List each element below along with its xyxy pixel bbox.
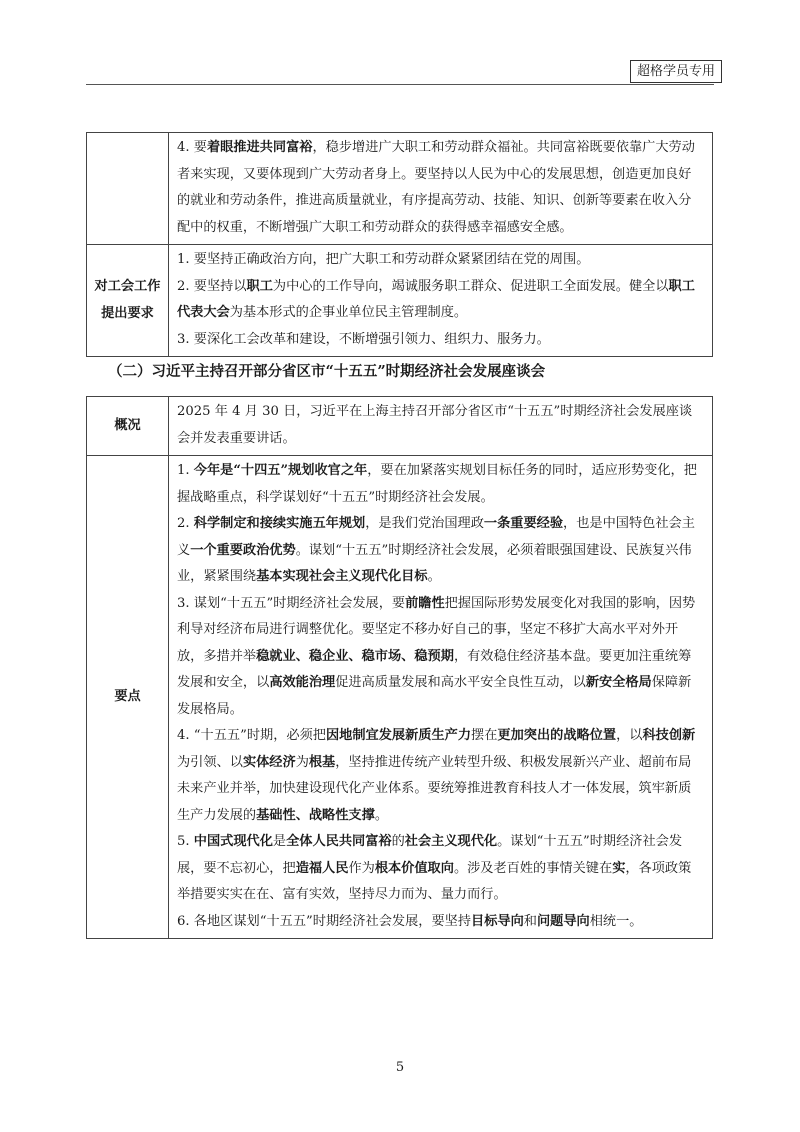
row-label-union-requirements: [87, 245, 169, 357]
body-text: 6. 各地区谋划“十五五”时期经济社会发展，要坚持: [177, 913, 472, 929]
emphasis-text: 科学制定和接续实施五年规划: [193, 516, 366, 531]
body-text: 相统一。: [589, 913, 643, 929]
emphasis-text: 实体经济: [242, 754, 296, 770]
exclusive-use-tag: 超格学员专用: [630, 60, 722, 83]
emphasis-text: 一个重要政治优势: [190, 542, 296, 558]
emphasis-text: 全体人民共同富裕: [286, 834, 392, 849]
body-text: 4. 要: [177, 140, 207, 155]
body-text: ，各项政策举措要实实在在、富有实效，坚持尽力而为、量力而行。: [177, 860, 692, 902]
list-item: [177, 591, 704, 724]
body-text: ，也是中国特色社会主义: [177, 516, 695, 558]
list-item: [177, 458, 704, 511]
list-item: [177, 247, 704, 274]
emphasis-text: 实: [612, 860, 626, 876]
emphasis-text: 基本实现社会主义现代化目标: [256, 569, 428, 584]
emphasis-text: 根本价值取向: [374, 860, 454, 876]
emphasis-text: 目标导向: [471, 913, 524, 929]
table-row: [87, 456, 713, 939]
emphasis-text: 职工: [246, 278, 273, 294]
paragraph: [177, 135, 704, 241]
emphasis-text: 今年是“十四五”规划收官之年: [193, 463, 368, 478]
emphasis-text: 前瞻性: [405, 595, 445, 611]
label-line: 对工会工作: [94, 279, 161, 294]
row-label-key-points: 要点: [87, 456, 169, 939]
body-text: 2. 要坚持以: [177, 278, 247, 294]
label-line: 提出要求: [101, 305, 154, 321]
table-row: [87, 245, 713, 357]
header-rule: [86, 84, 714, 85]
section-title: （二）习近平主持召开部分省区市“十五五”时期经济社会发展座谈会: [108, 363, 546, 380]
body-text: ，以: [616, 728, 643, 743]
body-text: 2.: [177, 516, 194, 531]
body-text: ，稳步增进广大职工和劳动群众福祉。共同富裕既要依靠广大劳动者来实现，又要体现到广大劳动者身上。要坚持以人民为中心的发展思想，创造更加良好的就业和劳动条件，推进高质量就业，有序提高劳动、技能、知识、创新等要素在收入分配中的权重，不断增强广大职工和劳动群众的获得感幸福感安全感。: [177, 140, 695, 235]
emphasis-text: 社会主义现代化: [404, 834, 498, 849]
row-label-empty: [87, 133, 169, 245]
emphasis-text: 职工代表大会: [177, 278, 695, 320]
body-text: 和: [523, 913, 537, 929]
body-text: 3. 谋划“十五五”时期经济社会发展，要: [177, 595, 406, 611]
emphasis-text: 更加突出的战略位置: [497, 728, 617, 743]
body-text: 作为: [348, 860, 375, 876]
body-text: 3. 要深化工会改革和建设，不断增强引领力、组织力、服务力。: [177, 331, 550, 347]
emphasis-text: 着眼推进共同富裕: [206, 140, 313, 155]
list-item: [177, 909, 704, 936]
body-text: 。谋划“十五五”时期经济社会发展，必须着眼强国建设、民族复兴伟业，紧紧围绕: [177, 542, 692, 584]
emphasis-text: 稳就业、稳企业、稳市场、稳预期: [256, 648, 454, 664]
union-requirements-content: [169, 245, 713, 357]
row-label-overview: 概况: [87, 397, 169, 456]
emphasis-text: 新安全格局: [585, 675, 652, 690]
list-item: [177, 723, 704, 829]
body-text: 。: [374, 807, 388, 823]
emphasis-text: 造福人民: [295, 860, 349, 876]
page-number: 5: [395, 1060, 405, 1075]
body-text: 5.: [177, 834, 194, 849]
emphasis-text: 科技创新: [642, 728, 696, 743]
emphasis-text: 基础性、战略性支撑: [256, 807, 375, 823]
body-text: 。: [427, 569, 441, 584]
table-row: [87, 133, 713, 245]
list-item: [177, 511, 704, 591]
body-text: 。涉及老百姓的事情关键在: [453, 860, 613, 876]
body-text: 1. 要坚持正确政治方向，把广大职工和劳动群众紧紧团结在党的周围。: [177, 252, 590, 267]
body-text: 1.: [177, 463, 194, 478]
body-text: ，是我们党治国理政: [365, 516, 484, 531]
common-prosperity-item: [169, 133, 713, 245]
body-text: 是: [272, 834, 287, 849]
body-text: ，要在加紧落实规划目标任务的同时，适应形势变化，把握战略重点，科学谋划好“十五五”时期经济社会发展。: [177, 463, 697, 505]
body-text: ，有效稳住经济基本盘。要更加注重统筹发展和安全，以: [177, 648, 692, 690]
emphasis-text: 一条重要经验: [483, 516, 564, 531]
list-item: [177, 829, 704, 909]
body-text: 的: [391, 834, 405, 849]
body-text: 4. “十五五”时期，必须把: [177, 728, 326, 743]
body-text: 。谋划“十五五”时期经济社会发展，要不忘初心，把: [177, 834, 683, 876]
body-text: 为引领、以: [177, 754, 243, 770]
body-text: 为中心的工作导向，竭诚服务职工群众、促进职工全面发展。健全以: [272, 278, 669, 294]
emphasis-text: 根基: [308, 754, 336, 770]
key-points-content: [169, 456, 713, 939]
body-text: 把握国际形势发展变化对我国的影响，因势利导对经济布局进行调整优化。要坚定不移办好自己的事，坚定不移扩大高水平对外开放，多措并举: [177, 595, 696, 664]
body-text: 促进高质量发展和高水平安全良性互动，以: [335, 675, 586, 690]
emphasis-text: 问题导向: [536, 913, 590, 929]
union-requirements-table: [86, 132, 713, 357]
body-text: 保障新发展格局。: [177, 675, 692, 717]
list-item: [177, 327, 704, 354]
list-item: [177, 274, 704, 327]
symposium-table: [86, 396, 713, 939]
emphasis-text: 中国式现代化: [193, 834, 273, 849]
emphasis-text: 因地制宜发展新质生产力: [325, 728, 472, 743]
body-text: 为: [295, 754, 309, 770]
body-text: 摆在: [471, 728, 498, 743]
table-row: [87, 397, 713, 456]
body-text: ，坚持推进传统产业转型升级、积极发展新兴产业、超前布局未来产业并举，加快建设现代化产业体系。要统筹推进教育科技人才一体发展，筑牢新质生产力发展的: [177, 754, 692, 823]
emphasis-text: 高效能治理: [269, 675, 336, 690]
body-text: 为基本形式的企事业单位民主管理制度。: [229, 305, 468, 320]
overview-content: [169, 397, 713, 456]
paragraph: 2025 年 4 月 30 日，习近平在上海主持召开部分省区市“十五五”时期经济社会发展座谈会并发表重要讲话。: [177, 404, 693, 446]
